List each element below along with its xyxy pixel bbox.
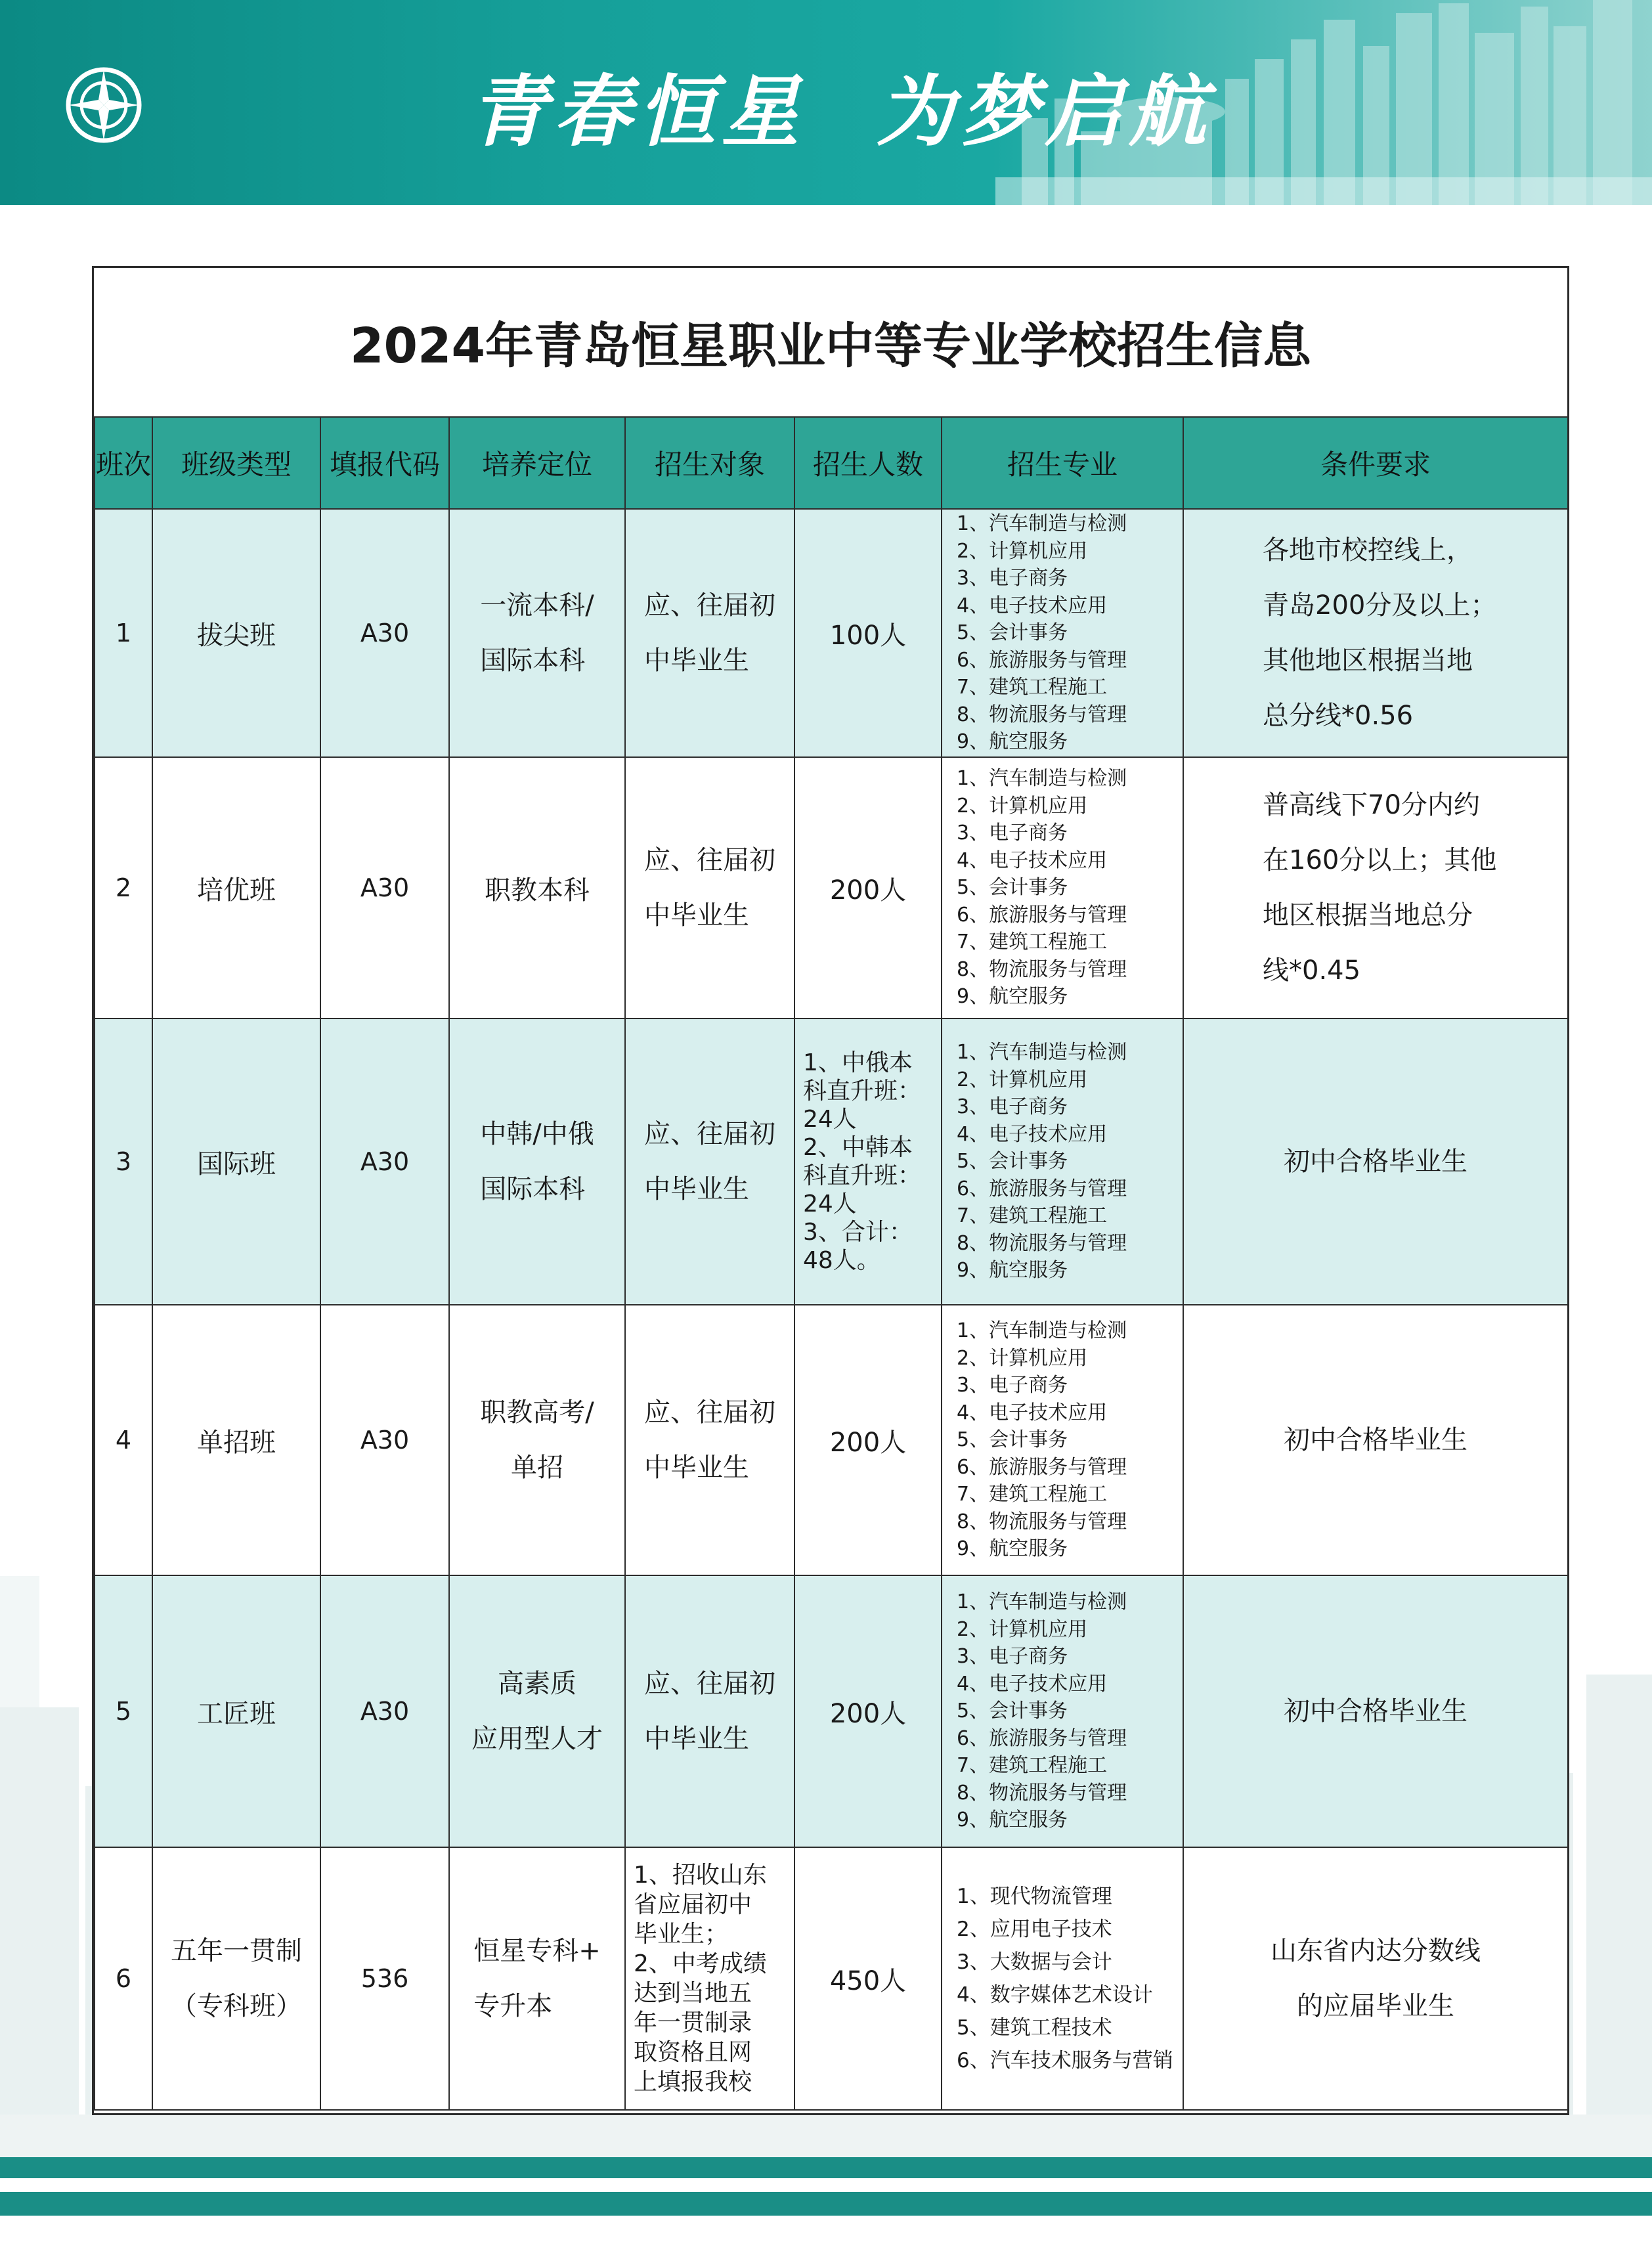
fill-code: A30	[320, 509, 449, 757]
row-index: 2	[95, 757, 152, 1019]
enrollment-target: 应、往届初 中毕业生	[625, 509, 794, 757]
row-index: 6	[95, 1847, 152, 2110]
class-type: 拔尖班	[152, 509, 320, 757]
fill-code: A30	[320, 1019, 449, 1305]
table-row	[95, 757, 1568, 1019]
enrollment-count: 100人	[794, 509, 942, 757]
header-cell: 填报代码	[320, 417, 449, 509]
enrollment-count: 200人	[794, 757, 942, 1019]
slogan-right: 为梦启航	[877, 66, 1213, 157]
majors-list: 1、汽车制造与检测 2、计算机应用 3、电子商务 4、电子技术应用 5、会计事务 6、旅游服务与管理 7、建筑工程施工 8、物流服务与管理 9、航空服务	[942, 1305, 1183, 1575]
training-position: 职教本科	[449, 757, 625, 1019]
enrollment-count: 450人	[794, 1847, 942, 2110]
training-position: 职教高考/ 单招	[449, 1305, 625, 1575]
class-type: 单招班	[152, 1305, 320, 1575]
admission-table	[92, 266, 1569, 2115]
header-cell: 招生对象	[625, 417, 794, 509]
enrollment-target: 应、往届初 中毕业生	[625, 757, 794, 1019]
header-banner	[0, 0, 1652, 205]
requirements: 各地市校控线上， 青岛200分及以上； 其他地区根据当地 总分线*0.56	[1183, 509, 1568, 757]
table-row	[95, 1305, 1568, 1575]
class-type: 工匠班	[152, 1575, 320, 1847]
row-index: 5	[95, 1575, 152, 1847]
class-type: 培优班	[152, 757, 320, 1019]
table-row	[95, 509, 1568, 757]
training-position: 恒星专科+ 专升本	[449, 1847, 625, 2110]
row-index: 1	[95, 509, 152, 757]
header-cell: 招生专业	[942, 417, 1183, 509]
header-cell: 班级类型	[152, 417, 320, 509]
enrollment-target: 1、招收山东 省应届初中 毕业生； 2、中考成绩 达到当地五 年一贯制录 取资格且网 上填报我校	[625, 1847, 794, 2110]
header-cell: 招生人数	[794, 417, 942, 509]
majors-list: 1、汽车制造与检测 2、计算机应用 3、电子商务 4、电子技术应用 5、会计事务 6、旅游服务与管理 7、建筑工程施工 8、物流服务与管理 9、航空服务	[942, 1575, 1183, 1847]
header-cell: 培养定位	[449, 417, 625, 509]
enrollment-count: 200人	[794, 1305, 942, 1575]
requirements: 山东省内达分数线 的应届毕业生	[1183, 1847, 1568, 2110]
compass-star-logo-icon	[64, 66, 143, 144]
class-type: 国际班	[152, 1019, 320, 1305]
fill-code: 536	[320, 1847, 449, 2110]
requirements: 初中合格毕业生	[1183, 1575, 1568, 1847]
table-title: 2024年青岛恒星职业中等专业学校招生信息	[350, 318, 1311, 374]
majors-list: 1、现代物流管理 2、应用电子技术 3、大数据与会计 4、数字媒体艺术设计 5、建筑工程技术 6、汽车技术服务与营销	[942, 1847, 1183, 2110]
class-type: 五年一贯制 （专科班）	[152, 1847, 320, 2110]
row-index: 3	[95, 1019, 152, 1305]
table-row	[95, 1847, 1568, 2110]
fill-code: A30	[320, 1575, 449, 1847]
admission-grid	[94, 416, 1569, 2111]
majors-list: 1、汽车制造与检测 2、计算机应用 3、电子商务 4、电子技术应用 5、会计事务 6、旅游服务与管理 7、建筑工程施工 8、物流服务与管理 9、航空服务	[942, 757, 1183, 1019]
footer-stripe	[0, 2157, 1652, 2178]
table-row	[95, 1575, 1568, 1847]
header-row	[95, 417, 1568, 509]
majors-list: 1、汽车制造与检测 2、计算机应用 3、电子商务 4、电子技术应用 5、会计事务 6、旅游服务与管理 7、建筑工程施工 8、物流服务与管理 9、航空服务	[942, 1019, 1183, 1305]
requirements: 初中合格毕业生	[1183, 1019, 1568, 1305]
slogan-left: 青春恒星	[469, 66, 806, 157]
enrollment-count: 1、中俄本 科直升班： 24人 2、中韩本 科直升班： 24人 3、合计： 48人。	[794, 1019, 942, 1305]
enrollment-target: 应、往届初 中毕业生	[625, 1575, 794, 1847]
training-position: 高素质 应用型人才	[449, 1575, 625, 1847]
footer-stripe	[0, 2192, 1652, 2216]
training-position: 一流本科/ 国际本科	[449, 509, 625, 757]
enrollment-target: 应、往届初 中毕业生	[625, 1305, 794, 1575]
requirements: 初中合格毕业生	[1183, 1305, 1568, 1575]
majors-list: 1、汽车制造与检测 2、计算机应用 3、电子商务 4、电子技术应用 5、会计事务 6、旅游服务与管理 7、建筑工程施工 8、物流服务与管理 9、航空服务	[942, 509, 1183, 757]
row-index: 4	[95, 1305, 152, 1575]
header-cell: 班次	[95, 417, 152, 509]
training-position: 中韩/中俄 国际本科	[449, 1019, 625, 1305]
table-row	[95, 1019, 1568, 1305]
fill-code: A30	[320, 1305, 449, 1575]
fill-code: A30	[320, 757, 449, 1019]
header-cell: 条件要求	[1183, 417, 1568, 509]
enrollment-target: 应、往届初 中毕业生	[625, 1019, 794, 1305]
enrollment-count: 200人	[794, 1575, 942, 1847]
requirements: 普高线下70分内约 在160分以上；其他 地区根据当地总分 线*0.45	[1183, 757, 1568, 1019]
